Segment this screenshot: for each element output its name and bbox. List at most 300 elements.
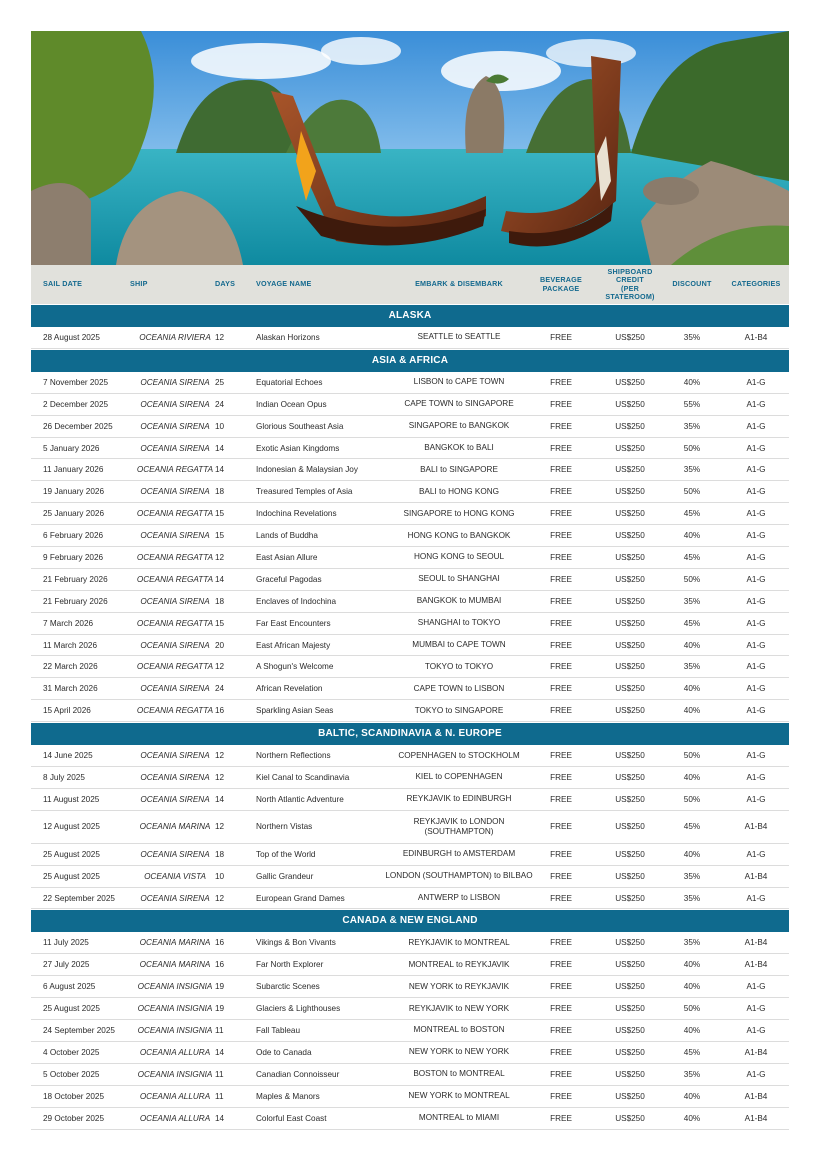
beverage-cell: FREE [550,751,572,761]
discount-cell: 50% [683,487,701,497]
discount-cell: 40% [683,531,701,541]
sail-date-cell: 5 January 2026 [43,443,100,453]
ship-cell: OCEANIA REGATTA [136,509,214,519]
days-cell: 14 [215,443,225,453]
days-cell: 12 [215,772,225,782]
embark-cell: ANTWERP to LISBON [417,893,501,903]
categories-cell: A1-B4 [744,871,768,881]
credit-cell: US$250 [615,1113,645,1123]
discount-cell: 40% [683,772,701,782]
embark-cell: NEW YORK to NEW YORK [408,1047,510,1057]
sail-date-cell: 11 March 2026 [43,640,98,650]
categories-cell: A1-G [746,849,766,859]
ship-cell: OCEANIA SIRENA [140,377,210,387]
categories-cell: A1-G [746,596,766,606]
embark-cell: TOKYO to TOKYO [424,661,494,671]
beverage-cell: FREE [550,421,572,431]
embark-cell: REYKJAVIK to LONDON (SOUTHAMPTON) [413,816,505,836]
embark-cell: MONTREAL to BOSTON [413,1025,505,1035]
credit-cell: US$250 [615,938,645,948]
ship-cell: OCEANIA ALLURA [139,1047,211,1057]
categories-cell: A1-G [746,465,766,475]
ship-cell: OCEANIA SIRENA [140,443,210,453]
beverage-cell: FREE [550,960,572,970]
header-beverage: BEVERAGE PACKAGE [540,275,582,293]
credit-cell: US$250 [615,552,645,562]
categories-cell: A1-G [746,552,766,562]
categories-cell: A1-G [746,574,766,584]
beverage-cell: FREE [550,662,572,672]
credit-cell: US$250 [615,443,645,453]
discount-cell: 45% [683,509,701,519]
days-cell: 18 [215,849,225,859]
voyage-name-cell: Sparkling Asian Seas [256,706,334,716]
embark-cell: CAPE TOWN to LISBON [413,683,505,693]
categories-cell: A1-G [746,893,766,903]
beverage-cell: FREE [550,982,572,992]
discount-cell: 35% [683,596,701,606]
voyage-name-cell: Lands of Buddha [256,531,318,541]
discount-cell: 35% [683,938,701,948]
beverage-cell: FREE [550,1113,572,1123]
days-cell: 25 [215,377,225,387]
embark-cell: BANGKOK to MUMBAI [416,596,502,606]
sail-date-cell: 25 August 2025 [43,1004,100,1014]
table-row [31,416,789,438]
ship-cell: OCEANIA SIRENA [140,849,210,859]
beverage-cell: FREE [550,574,572,584]
embark-cell: SEATTLE to SEATTLE [417,332,501,342]
table-row [31,888,789,910]
discount-cell: 55% [683,399,701,409]
credit-cell: US$250 [615,1091,645,1101]
ship-cell: OCEANIA SIRENA [140,640,210,650]
discount-cell: 40% [683,960,701,970]
voyage-name-cell: Graceful Pagodas [256,574,322,584]
categories-cell: A1-G [746,1025,766,1035]
table-row [31,459,789,481]
categories-cell: A1-G [746,684,766,694]
voyage-name-cell: Vikings & Bon Vivants [256,938,336,948]
credit-cell: US$250 [615,706,645,716]
table-row [31,394,789,416]
days-cell: 18 [215,596,225,606]
sail-date-cell: 11 January 2026 [43,465,104,475]
categories-cell: A1-G [746,794,766,804]
days-cell: 12 [215,552,225,562]
voyage-name-cell: Enclaves of Indochina [256,596,337,606]
beverage-cell: FREE [550,938,572,948]
header-sail-date: SAIL DATE [43,279,83,289]
table-row [31,525,789,547]
sail-date-cell: 6 August 2025 [43,982,96,992]
ship-cell: OCEANIA INSIGNIA [137,1069,213,1079]
ship-cell: OCEANIA ALLURA [139,1091,211,1101]
ship-cell: OCEANIA INSIGNIA [137,1004,213,1014]
table-row [31,932,789,954]
ship-cell: OCEANIA VISTA [144,871,206,881]
days-cell: 11 [215,1025,224,1035]
ship-cell: OCEANIA MARINA [139,938,211,948]
ship-cell: OCEANIA INSIGNIA [137,982,213,992]
categories-cell: A1-G [746,1069,766,1079]
beverage-cell: FREE [550,871,572,881]
credit-cell: US$250 [615,1025,645,1035]
sail-date-cell: 7 November 2025 [43,377,109,387]
table-row [31,613,789,635]
discount-cell: 50% [683,751,701,761]
credit-cell: US$250 [615,509,645,519]
credit-cell: US$250 [615,531,645,541]
ship-cell: OCEANIA SIRENA [140,794,210,804]
days-cell: 24 [215,684,225,694]
categories-cell: A1-G [746,751,766,761]
categories-cell: A1-B4 [744,938,768,948]
sail-date-cell: 12 August 2025 [43,822,100,832]
categories-cell: A1-G [746,443,766,453]
categories-cell: A1-B4 [744,1091,768,1101]
discount-cell: 40% [683,377,701,387]
credit-cell: US$250 [615,1069,645,1079]
embark-cell: NEW YORK to MONTREAL [408,1091,510,1101]
discount-cell: 45% [683,822,701,832]
ship-cell: OCEANIA SIRENA [140,399,210,409]
sail-date-cell: 19 January 2026 [43,487,104,497]
header-discount: DISCOUNT [672,279,712,289]
days-cell: 14 [215,574,225,584]
voyage-name-cell: East Asian Allure [256,552,318,562]
ship-cell: OCEANIA SIRENA [140,772,210,782]
beverage-cell: FREE [550,332,572,342]
table-row [31,438,789,460]
discount-cell: 40% [683,1091,701,1101]
embark-cell: KIEL to COPENHAGEN [415,772,503,782]
table-row [31,372,789,394]
section-header: CANADA & NEW ENGLAND [31,910,789,932]
section-header: ALASKA [31,305,789,327]
credit-cell: US$250 [615,1004,645,1014]
embark-cell: BOSTON to MONTREAL [413,1069,505,1079]
embark-cell: COPENHAGEN to STOCKHOLM [398,750,520,760]
ship-cell: OCEANIA REGATTA [136,574,214,584]
embark-cell: TOKYO to SINGAPORE [414,705,504,715]
discount-cell: 45% [683,1047,701,1057]
credit-cell: US$250 [615,849,645,859]
table-header [31,265,789,304]
credit-cell: US$250 [615,794,645,804]
categories-cell: A1-B4 [744,332,768,342]
voyage-name-cell: A Shogun's Welcome [256,662,334,672]
days-cell: 20 [215,640,225,650]
section-header: BALTIC, SCANDINAVIA & N. EUROPE [31,723,789,745]
discount-cell: 40% [683,706,701,716]
credit-cell: US$250 [615,893,645,903]
header-embark: EMBARK & DISEMBARK [415,279,503,289]
discount-cell: 45% [683,552,701,562]
categories-cell: A1-B4 [744,1113,768,1123]
days-cell: 12 [215,662,225,672]
sail-date-cell: 27 July 2025 [43,960,90,970]
days-cell: 19 [215,1004,225,1014]
beverage-cell: FREE [550,849,572,859]
voyage-name-cell: Kiel Canal to Scandinavia [256,772,350,782]
ship-cell: OCEANIA RIVIERA [139,332,211,342]
days-cell: 10 [215,421,225,431]
table-row [31,844,789,866]
ship-cell: OCEANIA REGATTA [136,706,214,716]
beverage-cell: FREE [550,399,572,409]
categories-cell: A1-G [746,377,766,387]
embark-cell: BANGKOK to BALI [424,443,494,452]
credit-cell: US$250 [615,960,645,970]
beverage-cell: FREE [550,618,572,628]
sail-date-cell: 29 October 2025 [43,1113,104,1123]
credit-cell: US$250 [615,684,645,694]
ship-cell: OCEANIA SIRENA [140,487,210,497]
days-cell: 10 [215,871,225,881]
credit-cell: US$250 [615,822,645,832]
credit-cell: US$250 [615,772,645,782]
voyage-name-cell: Treasured Temples of Asia [256,487,353,497]
header-voyage-name: VOYAGE NAME [256,279,312,289]
voyage-name-cell: East African Majesty [256,640,331,650]
days-cell: 15 [215,509,225,519]
credit-cell: US$250 [615,662,645,672]
sail-date-cell: 5 October 2025 [43,1069,100,1079]
days-cell: 15 [215,618,225,628]
categories-cell: A1-B4 [744,822,768,832]
embark-cell: SINGAPORE to HONG KONG [403,508,515,518]
days-cell: 14 [215,1047,225,1057]
ship-cell: OCEANIA SIRENA [140,421,210,431]
table-row [31,811,789,844]
days-cell: 14 [215,1113,225,1123]
categories-cell: A1-G [746,399,766,409]
voyage-name-cell: Maples & Manors [256,1091,320,1101]
discount-cell: 35% [683,893,701,903]
header-categories: CATEGORIES [731,279,781,289]
embark-cell: LISBON to CAPE TOWN [413,377,505,387]
beverage-cell: FREE [550,596,572,606]
beverage-cell: FREE [550,822,572,832]
hero-image [31,31,789,265]
ship-cell: OCEANIA SIRENA [140,751,210,761]
credit-cell: US$250 [615,596,645,606]
sail-date-cell: 9 February 2026 [43,552,104,562]
sail-date-cell: 14 June 2025 [43,751,93,761]
categories-cell: A1-G [746,706,766,716]
credit-cell: US$250 [615,640,645,650]
beverage-cell: FREE [550,1004,572,1014]
table-row [31,547,789,569]
days-cell: 19 [215,982,225,992]
ship-cell: OCEANIA SIRENA [140,596,210,606]
voyage-name-cell: North Atlantic Adventure [256,794,344,804]
credit-cell: US$250 [615,982,645,992]
sail-date-cell: 15 April 2026 [43,706,91,716]
table-body [31,305,789,1130]
categories-cell: A1-B4 [744,1047,768,1057]
beverage-cell: FREE [550,640,572,650]
categories-cell: A1-G [746,487,766,497]
embark-cell: SEOUL to SHANGHAI [418,574,500,584]
embark-cell: HONG KONG to SEOUL [413,552,505,562]
embark-cell: REYKJAVIK to MONTREAL [408,937,510,947]
credit-cell: US$250 [615,399,645,409]
days-cell: 16 [215,706,225,716]
days-cell: 11 [215,1091,224,1101]
voyage-name-cell: Equatorial Echoes [256,377,323,387]
discount-cell: 35% [683,332,701,342]
beverage-cell: FREE [550,794,572,804]
days-cell: 24 [215,399,225,409]
voyage-name-cell: Glorious Southeast Asia [256,421,344,431]
sail-date-cell: 4 October 2025 [43,1047,100,1057]
beverage-cell: FREE [550,509,572,519]
beverage-cell: FREE [550,772,572,782]
discount-cell: 35% [683,871,701,881]
days-cell: 14 [215,465,225,475]
cruise-table [31,265,789,1130]
embark-cell: EDINBURGH to AMSTERDAM [402,849,516,859]
voyage-name-cell: Alaskan Horizons [256,332,320,342]
voyage-name-cell: Northern Vistas [256,822,313,832]
embark-cell: REYKJAVIK to NEW YORK [408,1003,510,1013]
discount-cell: 45% [683,618,701,628]
voyage-name-cell: Subarctic Scenes [256,982,320,992]
ship-cell: OCEANIA MARINA [139,960,211,970]
table-row [31,481,789,503]
days-cell: 16 [215,960,225,970]
embark-cell: HONG KONG to BANGKOK [407,530,511,540]
voyage-name-cell: African Revelation [256,684,323,694]
categories-cell: A1-G [746,662,766,672]
discount-cell: 35% [683,662,701,672]
beverage-cell: FREE [550,443,572,453]
credit-cell: US$250 [615,574,645,584]
discount-cell: 40% [683,849,701,859]
ship-cell: OCEANIA SIRENA [140,531,210,541]
sail-date-cell: 28 August 2025 [43,332,100,342]
ship-cell: OCEANIA REGATTA [136,662,214,672]
ship-cell: OCEANIA REGATTA [136,618,214,628]
header-ship: SHIP [130,279,148,289]
categories-cell: A1-B4 [744,960,768,970]
sail-date-cell: 18 October 2025 [43,1091,104,1101]
credit-cell: US$250 [615,487,645,497]
beverage-cell: FREE [550,552,572,562]
days-cell: 16 [215,938,225,948]
voyage-name-cell: Northern Reflections [256,751,331,761]
table-row [31,656,789,678]
categories-cell: A1-G [746,1004,766,1014]
embark-cell: REYKJAVIK to EDINBURGH [406,794,512,804]
table-row [31,1064,789,1086]
voyage-name-cell: Indochina Revelations [256,509,337,519]
table-row [31,591,789,613]
days-cell: 11 [215,1069,224,1079]
table-row [31,866,789,888]
ship-cell: OCEANIA REGATTA [136,465,214,475]
discount-cell: 40% [683,982,701,992]
embark-cell: BALI to HONG KONG [418,486,500,496]
days-cell: 12 [215,893,225,903]
discount-cell: 40% [683,1113,701,1123]
table-row [31,503,789,525]
table-row [31,1086,789,1108]
sail-date-cell: 31 March 2026 [43,684,98,694]
beverage-cell: FREE [550,377,572,387]
discount-cell: 50% [683,1004,701,1014]
voyage-name-cell: Far East Encounters [256,618,331,628]
sail-date-cell: 11 August 2025 [43,794,100,804]
sail-date-cell: 24 September 2025 [43,1025,115,1035]
sail-date-cell: 22 March 2026 [43,662,98,672]
table-row [31,1108,789,1130]
header-days: DAYS [215,279,236,289]
credit-cell: US$250 [615,377,645,387]
discount-cell: 50% [683,794,701,804]
beverage-cell: FREE [550,531,572,541]
table-row [31,954,789,976]
ship-cell: OCEANIA INSIGNIA [137,1025,213,1035]
beverage-cell: FREE [550,684,572,694]
embark-cell: MONTREAL to REYKJAVIK [408,959,510,969]
sail-date-cell: 25 August 2025 [43,871,100,881]
voyage-name-cell: Fall Tableau [256,1025,300,1035]
voyage-name-cell: Ode to Canada [256,1047,312,1057]
ship-cell: OCEANIA SIRENA [140,893,210,903]
discount-cell: 40% [683,684,701,694]
days-cell: 12 [215,751,225,761]
voyage-name-cell: European Grand Dames [256,893,345,903]
table-row [31,976,789,998]
days-cell: 15 [215,531,225,541]
beverage-cell: FREE [550,1047,572,1057]
credit-cell: US$250 [615,751,645,761]
credit-cell: US$250 [615,332,645,342]
ship-cell: OCEANIA MARINA [139,822,211,832]
discount-cell: 35% [683,1069,701,1079]
beverage-cell: FREE [550,465,572,475]
ship-cell: OCEANIA SIRENA [140,684,210,694]
credit-cell: US$250 [615,1047,645,1057]
categories-cell: A1-G [746,982,766,992]
voyage-name-cell: Colorful East Coast [256,1113,327,1123]
table-row [31,678,789,700]
voyage-name-cell: Top of the World [256,849,316,859]
voyage-name-cell: Gallic Grandeur [256,871,314,881]
table-row [31,1020,789,1042]
embark-cell: MUMBAI to CAPE TOWN [412,640,506,650]
ship-cell: OCEANIA REGATTA [136,552,214,562]
voyage-name-cell: Glaciers & Lighthouses [256,1004,341,1014]
credit-cell: US$250 [615,465,645,475]
embark-cell: SHANGHAI to TOKYO [417,618,501,628]
table-row [31,789,789,811]
sail-date-cell: 21 February 2026 [43,574,108,584]
days-cell: 12 [215,332,225,342]
sail-date-cell: 25 August 2025 [43,849,100,859]
credit-cell: US$250 [615,421,645,431]
sail-date-cell: 8 July 2025 [43,772,85,782]
beverage-cell: FREE [550,1091,572,1101]
discount-cell: 40% [683,640,701,650]
table-row [31,635,789,657]
sail-date-cell: 7 March 2026 [43,618,94,628]
sail-date-cell: 22 September 2025 [43,893,115,903]
embark-cell: NEW YORK to REYKJAVIK [408,981,510,991]
